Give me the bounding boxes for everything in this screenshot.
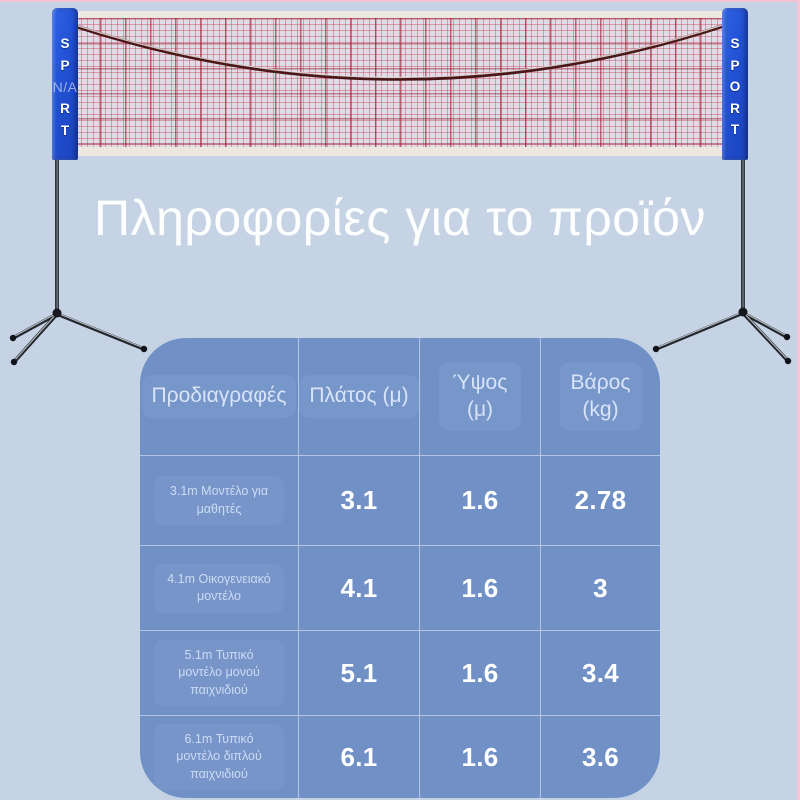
width-value: 5.1	[340, 657, 378, 688]
banner-letter: O	[729, 79, 741, 94]
weight-value: 3.6	[581, 741, 620, 772]
header-label: Πλάτος (μ)	[299, 375, 418, 417]
table-row-label	[140, 715, 299, 798]
weight-value: 3	[593, 572, 608, 603]
weight-value: 2.78	[574, 485, 627, 515]
table-cell	[420, 545, 541, 630]
header-cell-width	[299, 338, 420, 455]
banner-letter: S	[60, 36, 70, 51]
header-label: Βάρος (kg)	[560, 362, 642, 431]
table-cell	[541, 630, 660, 715]
net-mesh	[75, 18, 723, 147]
table-cell	[299, 715, 420, 798]
left-pole-banner	[52, 8, 78, 160]
width-value: 4.1	[340, 572, 378, 603]
table-cell	[299, 455, 420, 545]
top-pink-edge	[0, 0, 800, 2]
table-row-label	[140, 630, 299, 715]
net-bottom-tape	[75, 147, 723, 156]
table-row-label	[140, 455, 299, 545]
table-cell	[541, 455, 660, 545]
table-cell	[420, 630, 541, 715]
model-label: 4.1m Οικογενειακό μοντέλο	[154, 564, 284, 613]
header-cell-specs	[140, 338, 299, 455]
table-cell	[541, 715, 660, 798]
banner-letter: S	[730, 36, 740, 51]
header-cell-height	[420, 338, 541, 455]
banner-letter: T	[60, 122, 70, 138]
table-cell	[420, 455, 541, 545]
banner-letter: R	[60, 101, 70, 116]
width-value: 6.1	[340, 741, 378, 772]
banner-letter: R	[730, 100, 740, 116]
model-label: 3.1m Μοντέλο για μαθητές	[154, 476, 284, 525]
width-value: 3.1	[340, 485, 378, 515]
table-row-label	[140, 545, 299, 630]
table-cell	[299, 545, 420, 630]
banner-letter: P	[730, 57, 740, 73]
table-cell	[420, 715, 541, 798]
header-label: Ύψος (μ)	[439, 362, 521, 431]
header-label: Προδιαγραφές	[142, 375, 297, 417]
model-label: 5.1m Τυπικό μοντέλο μονού παιχνιδιού	[154, 640, 284, 707]
net-top-tape	[75, 11, 723, 18]
page-title: Πληροφορίες για το προϊόν	[93, 190, 707, 246]
height-value: 1.6	[461, 741, 499, 772]
header-cell-weight	[541, 338, 660, 455]
weight-value: 3.4	[581, 657, 620, 688]
banner-letter: T	[730, 122, 740, 137]
table-cell	[299, 630, 420, 715]
height-value: 1.6	[461, 485, 499, 515]
right-pole-banner	[722, 8, 748, 160]
na-watermark: N/A	[52, 79, 78, 95]
table-cell	[541, 545, 660, 630]
height-value: 1.6	[461, 657, 499, 688]
model-label: 6.1m Τυπικό μοντέλο διπλού παιχνιδιού	[154, 724, 284, 791]
height-value: 1.6	[461, 572, 499, 603]
banner-letter: P	[60, 57, 70, 73]
spec-table	[140, 338, 660, 798]
